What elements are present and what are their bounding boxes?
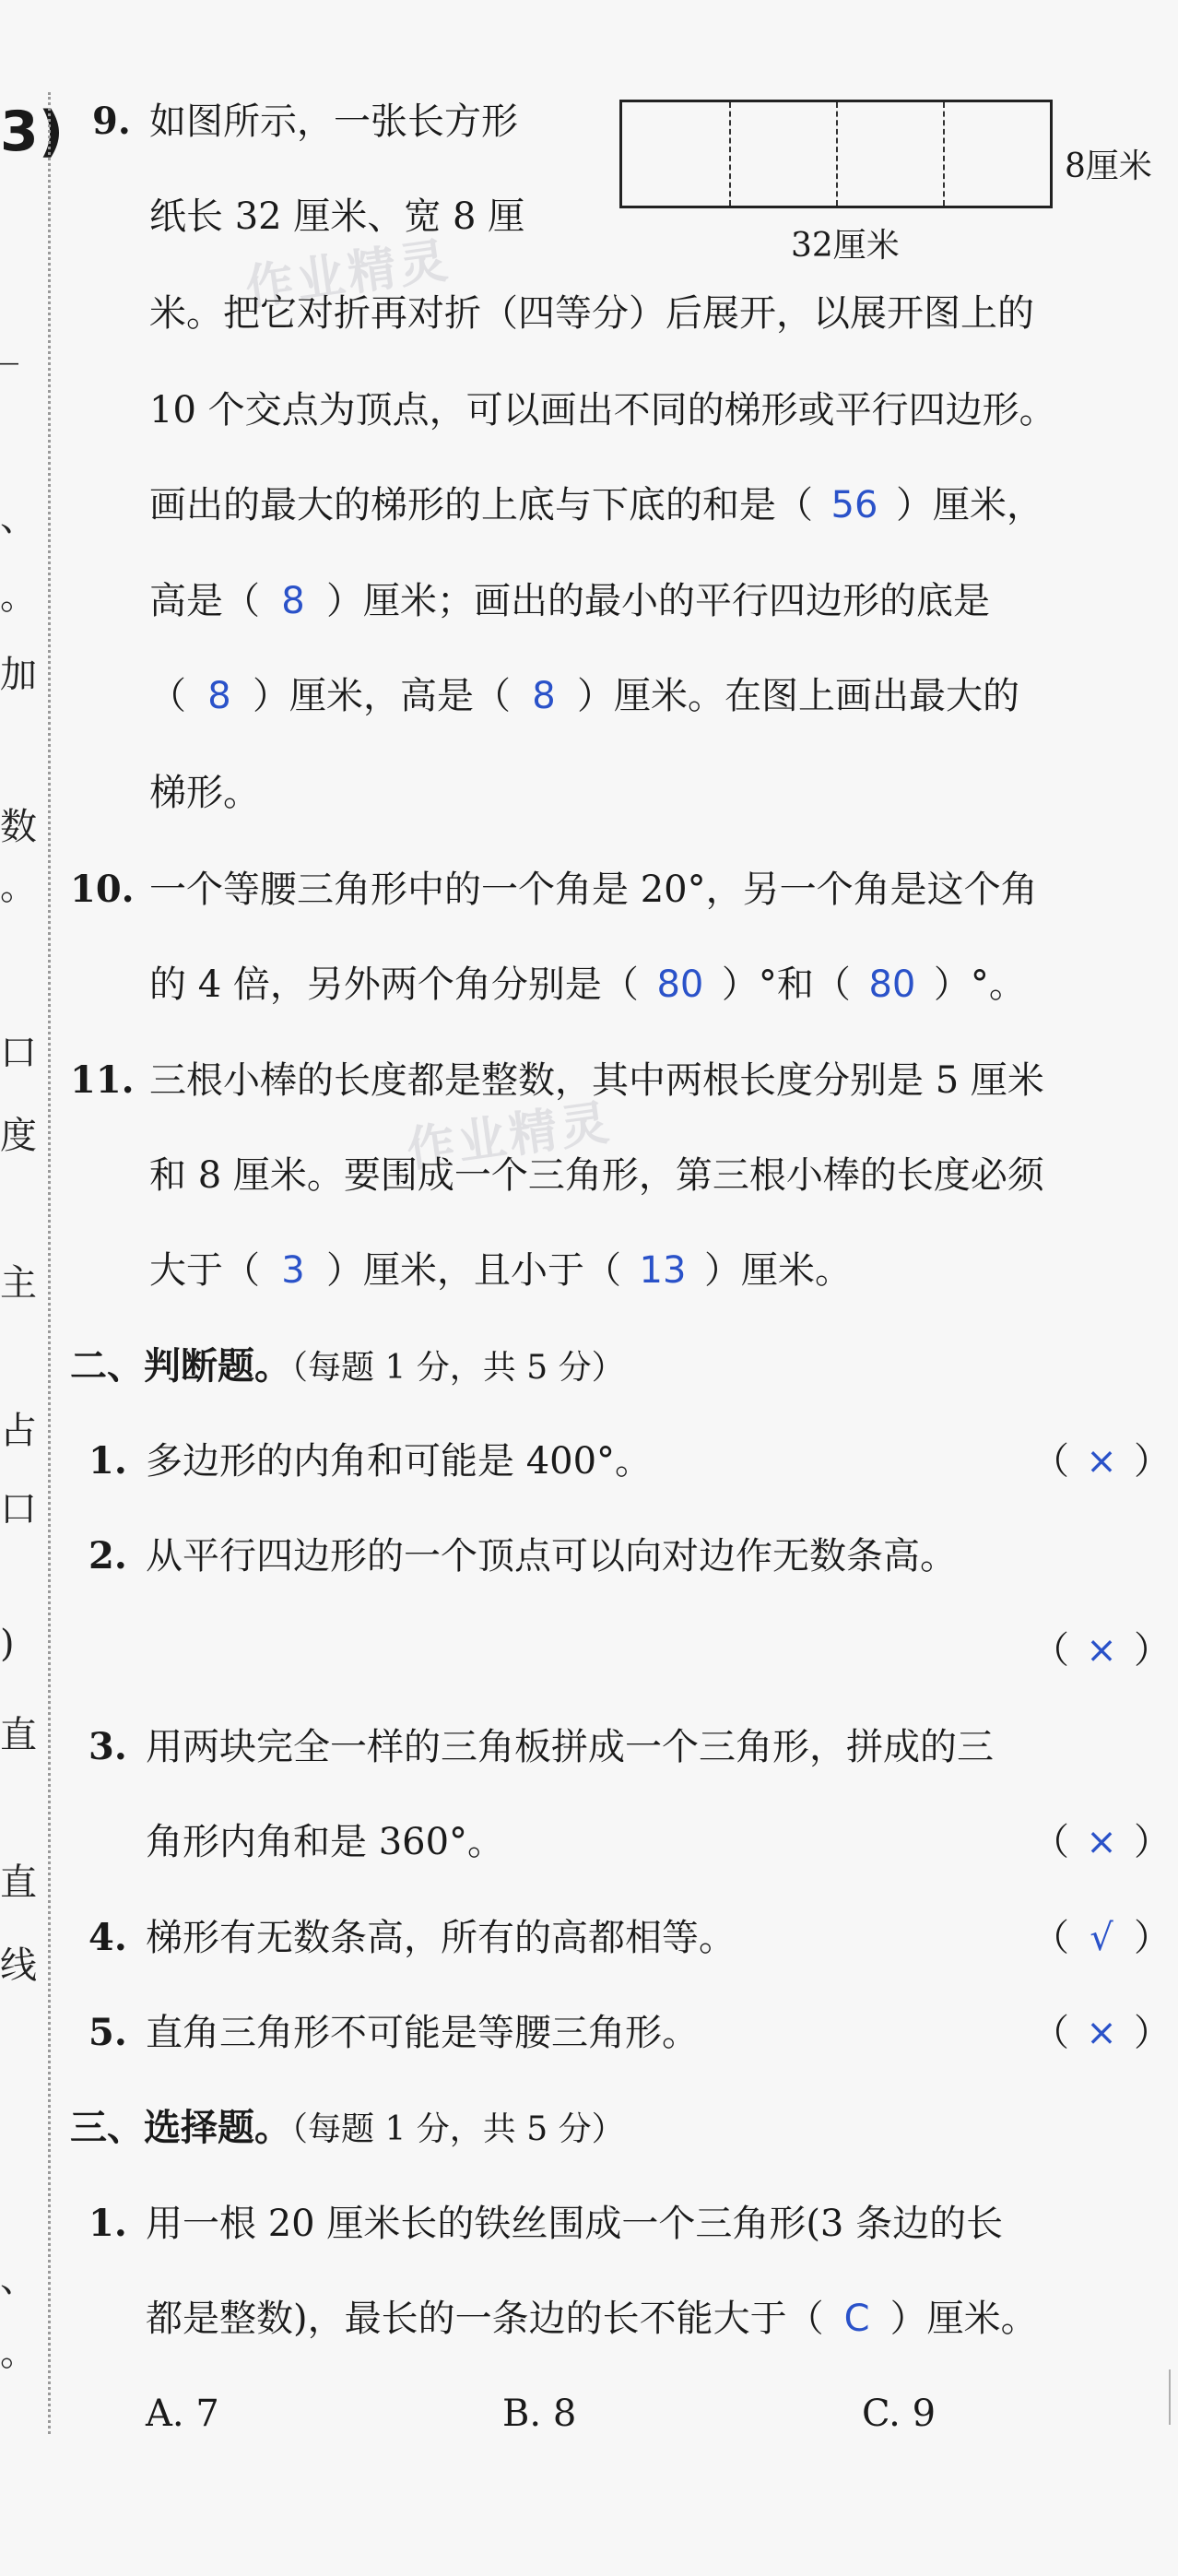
- edge-fragment-big: 3): [0, 100, 65, 164]
- choice-option-c: C. 9: [862, 2393, 937, 2435]
- edge-fragment: 直: [0, 1714, 37, 1756]
- edge-fragment: 、: [0, 2258, 37, 2300]
- q9-text: ）厘米；画出的最小的平行四边形的底是: [326, 580, 990, 622]
- edge-fragment: 口: [0, 1488, 37, 1530]
- q11-line-3: [149, 1249, 852, 1292]
- q11-line-1: 三根小棒的长度都是整数，其中两根长度分别是 5 厘米: [149, 1059, 1044, 1102]
- q11-text: 大于（: [149, 1249, 260, 1292]
- edge-fragment: _: [0, 323, 18, 365]
- answer-fill: 80: [656, 963, 704, 1006]
- rectangle-figure: [619, 100, 1053, 208]
- paren-close: ）: [1134, 1440, 1171, 1483]
- edge-fragment: 、: [0, 497, 37, 539]
- binding-dotted-line: [48, 92, 51, 2434]
- q9-line-5: [149, 484, 1043, 526]
- question-number: 1.: [88, 1439, 127, 1483]
- paren-open: （: [1032, 2012, 1069, 2054]
- answer-fill: 80: [868, 963, 916, 1006]
- q9-text: （: [149, 675, 186, 717]
- judgement-item-text: 角形内角和是 360°。: [146, 1821, 505, 1863]
- q11-text: ）厘米。: [704, 1249, 852, 1292]
- right-edge-line: [1169, 2369, 1171, 2425]
- answer-paren: [1032, 2012, 1171, 2054]
- q9-text: ）厘米，高是（: [253, 675, 511, 717]
- figure-width-label: 32厘米: [791, 227, 900, 265]
- paren-open: （: [1032, 1821, 1069, 1863]
- choice-option-a: A. 7: [146, 2393, 219, 2435]
- edge-fragment: 占: [0, 1410, 37, 1452]
- q10-text: 的 4 倍，另外两个角分别是（: [149, 963, 639, 1006]
- paren-open: （: [1032, 1917, 1069, 1959]
- q9-text: 高是（: [149, 580, 260, 622]
- fold-line: [943, 102, 945, 206]
- watermark: 作业精灵: [403, 1094, 616, 1179]
- answer-paren: [1032, 1917, 1171, 1959]
- paren-close: ）: [1134, 1821, 1171, 1863]
- q11-line-2: 和 8 厘米。要围成一个三角形，第三根小棒的长度必须: [149, 1154, 1044, 1197]
- section-title-judgement: [70, 1345, 625, 1388]
- edge-fragment: 。: [0, 575, 37, 618]
- judgement-mark: ×: [1086, 1440, 1117, 1483]
- answer-paren: [1032, 1821, 1171, 1863]
- q10-line-2: [149, 963, 1026, 1006]
- edge-fragment: 口: [0, 1032, 37, 1074]
- judgement-mark: ×: [1086, 2012, 1117, 2054]
- edge-fragment: 。: [0, 2332, 37, 2374]
- question-number: 1.: [88, 2202, 127, 2245]
- q10-text: ）°。: [933, 963, 1026, 1006]
- paren-close: ）: [1134, 2012, 1171, 2054]
- watermark: 作业精灵: [241, 232, 454, 317]
- judgement-mark: ×: [1086, 1629, 1117, 1672]
- edge-fragment: 。: [0, 866, 37, 908]
- q9-line-8: 梯形。: [149, 772, 260, 814]
- answer-fill: 3: [281, 1249, 305, 1292]
- paren-open: （: [1032, 1629, 1069, 1672]
- section-note: （每题 1 分，共 5 分）: [291, 2110, 625, 2148]
- judgement-mark: ×: [1086, 1821, 1117, 1863]
- figure-height-label: 8厘米: [1065, 148, 1152, 185]
- q10-text: ）°和（: [721, 963, 851, 1006]
- paren-close: ）: [1134, 1629, 1171, 1672]
- question-number: 5.: [88, 2011, 127, 2054]
- choice-q1-line-2: [146, 2298, 1038, 2340]
- q9-line-2: 纸长 32 厘米、宽 8 厘: [149, 195, 525, 238]
- edge-fragment: 线: [0, 1944, 37, 1987]
- answer-fill: C: [843, 2298, 870, 2340]
- question-number: 9.: [92, 100, 131, 143]
- q9-line-4: 10 个交点为顶点，可以画出不同的梯形或平行四边形。: [149, 389, 1056, 431]
- answer-fill: 8: [281, 580, 305, 622]
- answer-paren: [1032, 1440, 1171, 1483]
- edge-fragment: 加: [0, 654, 37, 696]
- judgement-item-text: 从平行四边形的一个顶点可以向对边作无数条高。: [146, 1535, 957, 1578]
- paren-close: ）: [1134, 1917, 1171, 1959]
- q9-line-6: [149, 580, 990, 622]
- choice-q1-line-1: 用一根 20 厘米长的铁丝围成一个三角形(3 条边的长: [146, 2203, 1004, 2245]
- q9-text: ）厘米，: [896, 484, 1043, 526]
- fold-line: [836, 102, 838, 206]
- edge-fragment: 数: [0, 806, 37, 848]
- q9-line-3: 米。把它对折再对折（四等分）后展开，以展开图上的: [149, 292, 1034, 335]
- answer-fill: 13: [639, 1249, 687, 1292]
- choice-option-b: B. 8: [502, 2393, 577, 2435]
- question-number: 2.: [88, 1534, 127, 1578]
- q10-line-1: 一个等腰三角形中的一个角是 20°，另一个角是这个角: [149, 869, 1038, 911]
- q11-text: ）厘米，且小于（: [326, 1249, 621, 1292]
- q9-text: 画出的最大的梯形的上底与下底的和是（: [149, 484, 813, 526]
- edge-fragment: ): [0, 1623, 15, 1665]
- q9-text: ）厘米。在图上画出最大的: [577, 675, 1019, 717]
- answer-fill: 8: [207, 675, 231, 717]
- q9-line-1: 如图所示，一张长方形: [149, 100, 518, 143]
- answer-paren: [1032, 1629, 1171, 1672]
- question-number: 11.: [70, 1058, 135, 1102]
- section-title-choice: [70, 2107, 625, 2149]
- q9-line-7: [149, 675, 1019, 717]
- judgement-mark: √: [1090, 1917, 1113, 1959]
- answer-fill: 8: [532, 675, 556, 717]
- section-note: （每题 1 分，共 5 分）: [291, 1349, 625, 1387]
- judgement-item-text: 多边形的内角和可能是 400°。: [146, 1440, 653, 1483]
- edge-fragment: 主: [0, 1262, 37, 1305]
- fold-line: [729, 102, 731, 206]
- answer-fill: 56: [830, 484, 878, 526]
- edge-fragment: 直: [0, 1861, 37, 1904]
- question-number: 10.: [70, 868, 135, 911]
- question-number: 3.: [88, 1725, 127, 1768]
- judgement-item-text: 梯形有无数条高，所有的高都相等。: [146, 1917, 736, 1959]
- judgement-item-text: 直角三角形不可能是等腰三角形。: [146, 2012, 699, 2054]
- choice-text: 都是整数)，最长的一条边的长不能大于（: [146, 2298, 824, 2340]
- section-heading: 三、选择题。: [70, 2107, 291, 2149]
- paren-open: （: [1032, 1440, 1069, 1483]
- judgement-item-text: 用两块完全一样的三角板拼成一个三角形，拼成的三: [146, 1726, 994, 1768]
- question-number: 4.: [88, 1916, 127, 1959]
- choice-text: ）厘米。: [889, 2298, 1038, 2340]
- edge-fragment: 度: [0, 1115, 37, 1157]
- section-heading: 二、判断题。: [70, 1345, 291, 1388]
